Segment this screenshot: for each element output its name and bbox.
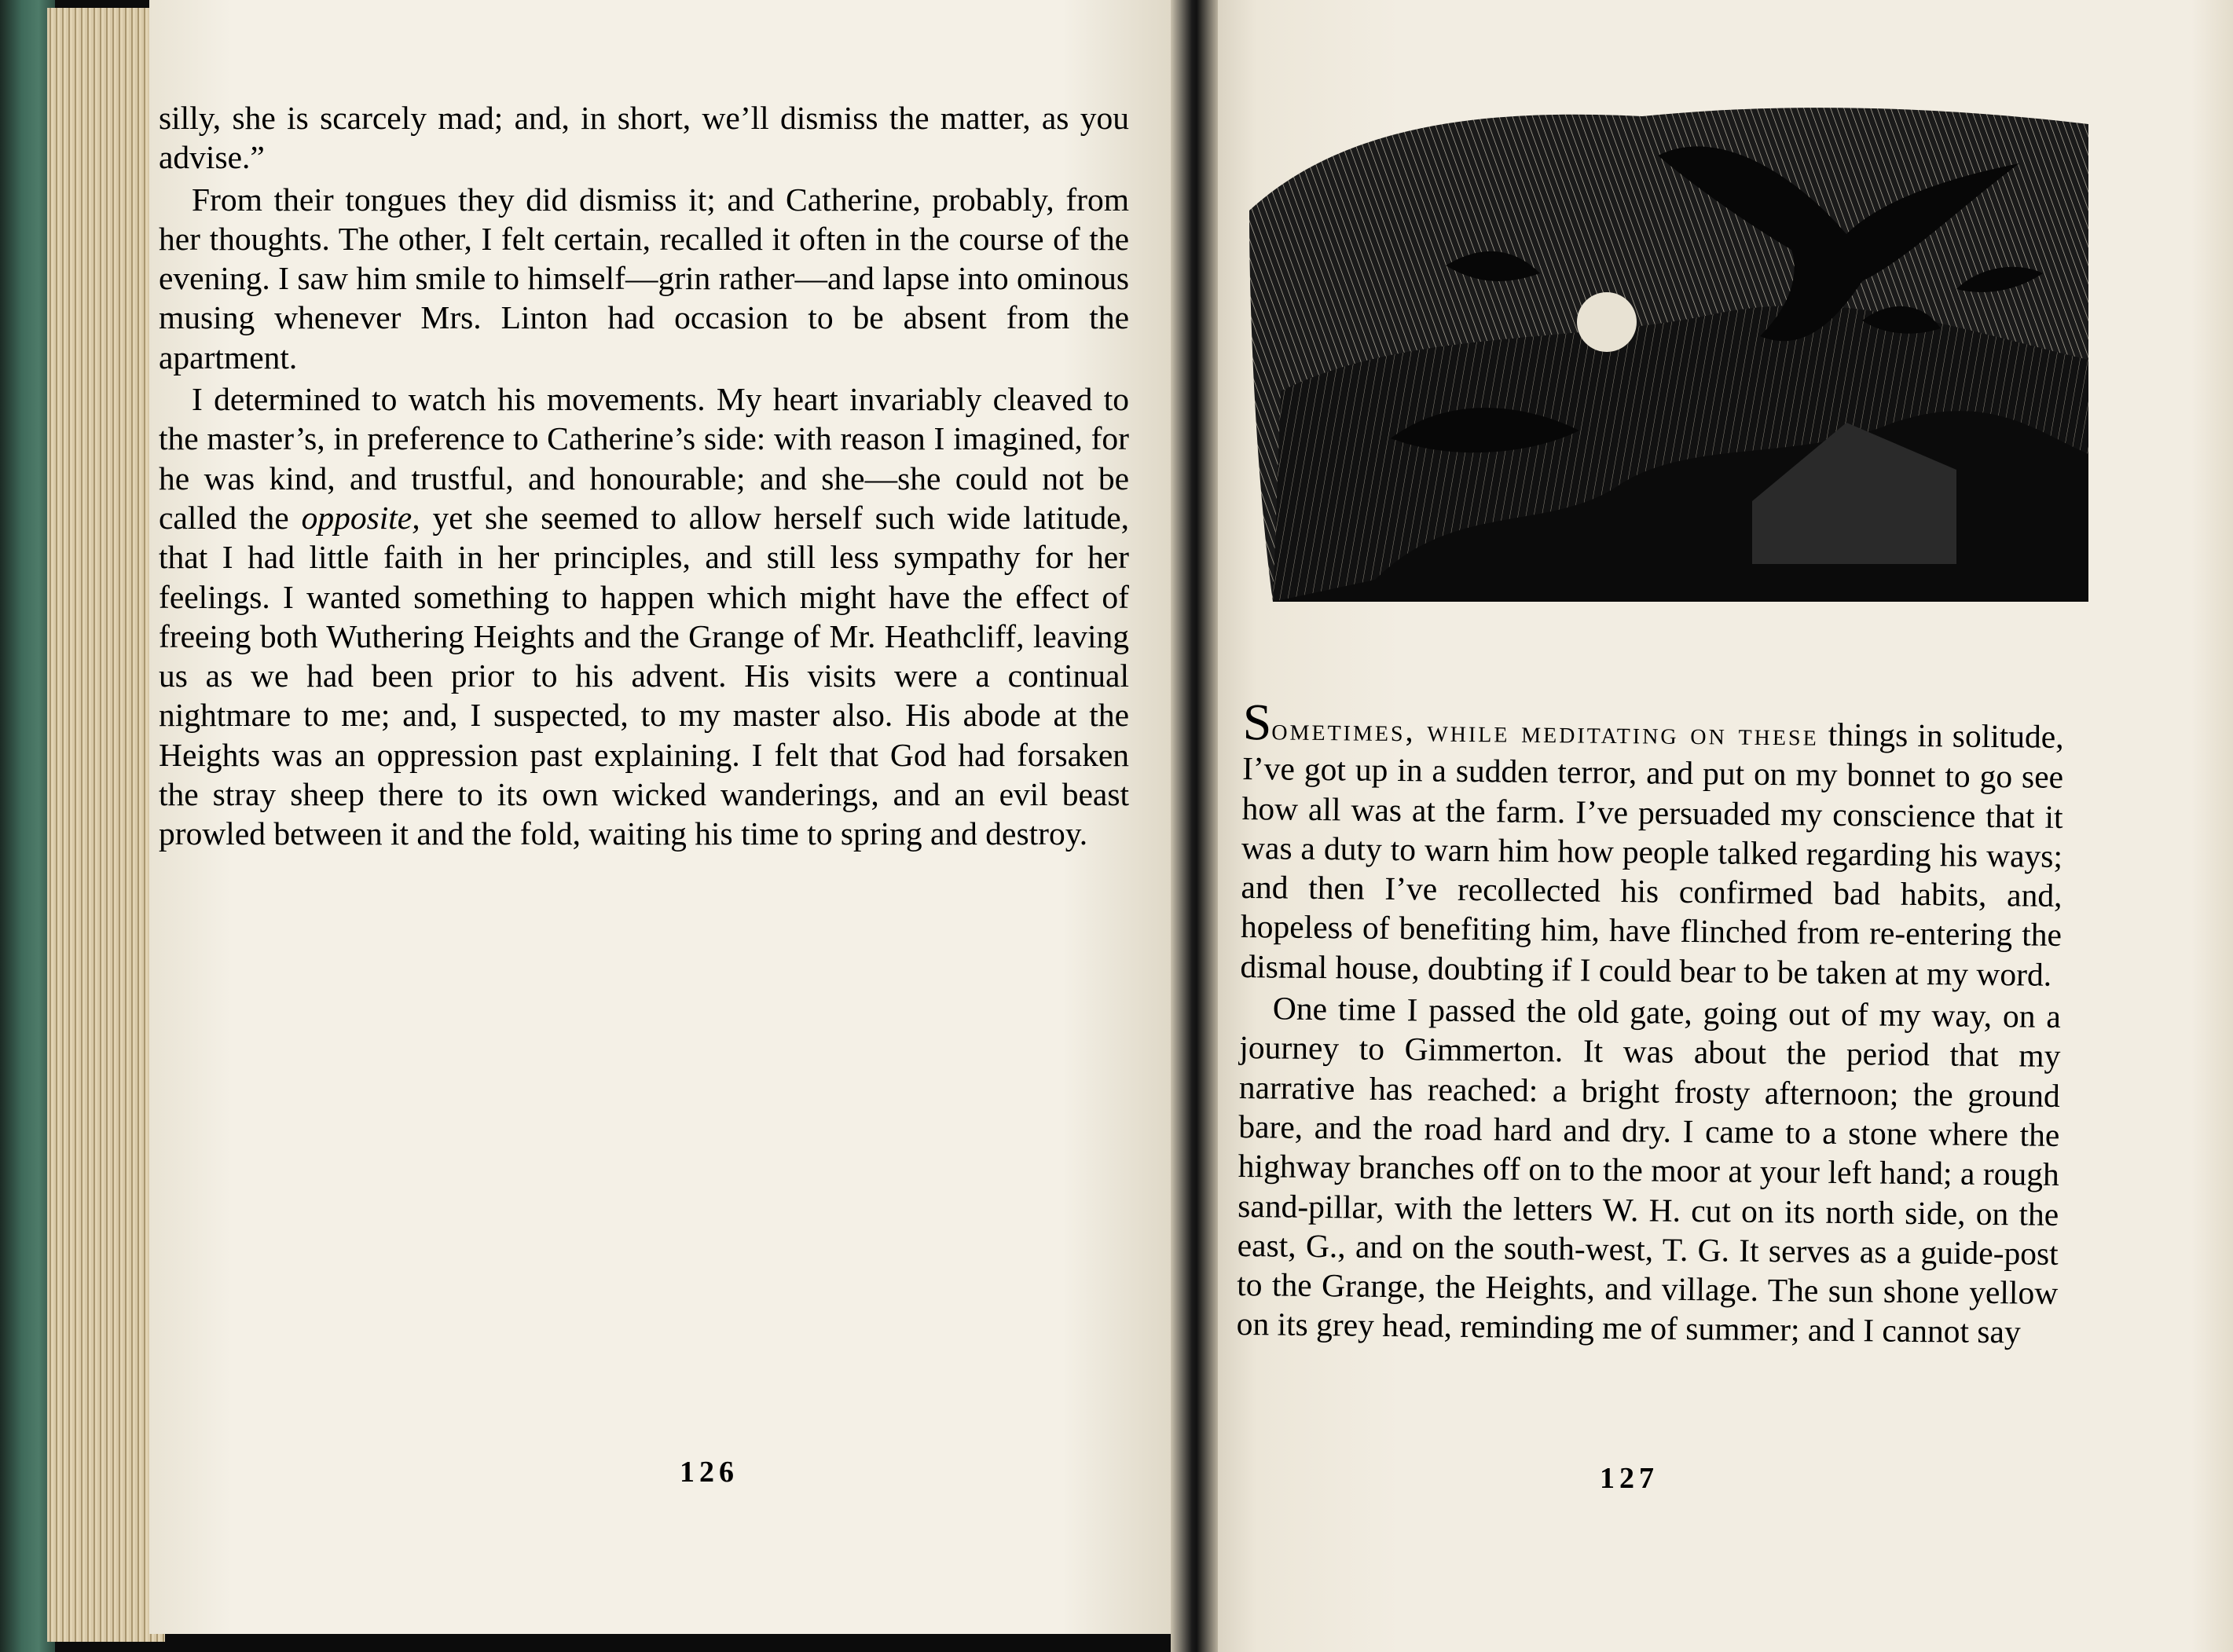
chapter-illustration — [1249, 93, 2088, 602]
left-paragraph-3-after: yet she seemed to allow herself such wide latitude, that I had little faith in her principles, and still less sympathy for her feelings. I wanted something to happen which might have the effect of freeing both Wuthering Heights and the Grange of Mr. Heathcliff, leaving us as we had been prior to his advent. His visits were a continual nightmare to me; and, I suspected, to my master also. His abode at the Heights was an oppression past explaining. I felt that God had forsaken the stray sheep there to its own wicked wanderings, and an evil beast prowled between it and the fold, waiting his time to spring and destroy. — [159, 499, 1130, 852]
crows-engraving-icon — [1249, 93, 2088, 602]
right-paragraph-1 — [1240, 694, 2064, 994]
drop-cap: S — [1242, 694, 1272, 752]
opening-small-caps: ometimes, while meditating on these — [1271, 711, 1819, 753]
page-number-left: 126 — [680, 1456, 739, 1489]
left-paragraph-1: silly, she is scarcely mad; and, in short, we’ll dismiss the matter, as you advise.” — [159, 100, 1129, 176]
left-paragraph-3-before: I determined to watch his movements. My heart invariably cleaved to the master’s, in preference to Catherine’s side: with reason I imagined, for he was kind, and trustful, and honourable; and she—she could not be called the — [159, 381, 1129, 536]
page-edges — [47, 8, 165, 1642]
book-gutter — [1171, 0, 1218, 1652]
emphasis-opposite: opposite, — [301, 499, 420, 536]
left-page-text — [159, 98, 1129, 854]
right-paragraph-1-rest: things in solitude, I’ve got up in a sudden terror, and put on my bonnet to go see how all was at the farm. I’ve persuaded my conscience that it was a duty to warn him how people talked regarding his ways; and then I’ve recollected his confirmed bad habits, and, hopeless of benefiting him, have flinched from re-entering the dismal house, doubting if I could bear to be taken at my word. — [1240, 716, 2064, 993]
right-paragraph-2: One time I passed the old gate, going out of my way, on a journey to Gimmerton. It was about the period that my narrative has reached: a bright frosty afternoon; the ground bare, and the road hard and dry. I came to a stone where the highway branches off on to the moor at your left hand; a rough sand-pillar, with the letters W. H. cut on its north side, on the east, G., and on the south-west, T. G. It serves as a guide-post to the Grange, the Heights, and village. The sun shone yellow on its grey head, reminding me of summer; and I cannot say — [1236, 990, 2062, 1350]
right-page-text — [1236, 694, 2064, 1353]
left-paragraph-3 — [159, 379, 1129, 854]
left-paragraph-2: From their tongues they did dismiss it; and Catherine, probably, from her thoughts. The other, I felt certain, recalled it often in the course of the evening. I saw him smile to himself—grin rather—and lapse into ominous musing whenever Mrs. Linton had occasion to be absent from the apartment. — [159, 181, 1129, 375]
page-number-right: 127 — [1600, 1462, 1659, 1495]
